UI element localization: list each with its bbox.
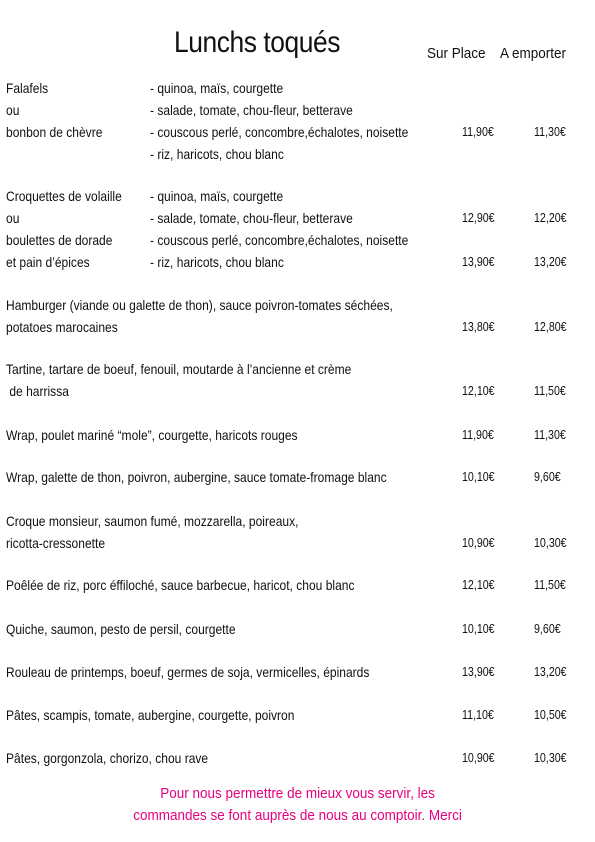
price-sur-place: 11,90€ <box>462 427 494 442</box>
side-option: - riz, haricots, chou blanc <box>150 254 284 270</box>
price-sur-place: 10,90€ <box>462 535 495 550</box>
item-description: Hamburger (viande ou galette de thon), sauce poivron-tomates séchées, <box>6 297 393 313</box>
side-option: - couscous perlé, concombre,échalotes, noisette <box>150 124 409 140</box>
item-description: Poêlée de riz, porc éffiloché, sauce barbecue, haricot, chou blanc <box>6 577 355 593</box>
side-option: - quinoa, maïs, courgette <box>150 188 284 204</box>
side-option: - salade, tomate, chou-fleur, betterave <box>150 210 353 226</box>
footer-line: Pour nous permettre de mieux vous servir, les <box>160 785 435 802</box>
price-emporter: 13,20€ <box>534 664 567 679</box>
item-description: potatoes marocaines <box>6 319 118 335</box>
price-sur-place: 10,10€ <box>462 621 495 636</box>
item-description: Wrap, poulet mariné “mole”, courgette, haricots rouges <box>6 427 298 443</box>
price-emporter: 10,30€ <box>534 535 567 550</box>
price-emporter: 9,60€ <box>534 469 561 484</box>
price-sur-place: 12,10€ <box>462 577 495 592</box>
item-description: Pâtes, gorgonzola, chorizo, chou rave <box>6 750 209 766</box>
price-emporter: 11,50€ <box>534 577 566 592</box>
item-description: ricotta-cressonette <box>6 535 106 551</box>
item-description: Croque monsieur, saumon fumé, mozzarella, poireaux, <box>6 513 299 529</box>
item-label: Falafels <box>6 80 49 96</box>
item-description: Pâtes, scampis, tomate, aubergine, courgette, poivron <box>6 707 295 723</box>
item-label: ou <box>6 102 20 118</box>
footer-line: commandes se font auprès de nous au comptoir. Merci <box>133 807 462 824</box>
item-label: ou <box>6 210 20 226</box>
price-sur-place: 12,90€ <box>462 210 495 225</box>
item-label: bonbon de chèvre <box>6 124 103 140</box>
header-a-emporter: A emporter <box>500 45 567 62</box>
side-option: - quinoa, maïs, courgette <box>150 80 284 96</box>
side-option: - salade, tomate, chou-fleur, betterave <box>150 102 353 118</box>
item-label: et pain d’épices <box>6 254 90 270</box>
item-description: de harrissa <box>6 383 69 399</box>
side-option: - couscous perlé, concombre,échalotes, noisette <box>150 232 409 248</box>
price-sur-place: 10,90€ <box>462 750 495 765</box>
price-sur-place: 13,90€ <box>462 664 495 679</box>
price-emporter: 10,50€ <box>534 707 567 722</box>
item-description: Rouleau de printemps, boeuf, germes de soja, vermicelles, épinards <box>6 664 370 680</box>
item-description: Wrap, galette de thon, poivron, aubergine, sauce tomate-fromage blanc <box>6 469 387 485</box>
item-label: Croquettes de volaille <box>6 188 122 204</box>
price-sur-place: 10,10€ <box>462 469 495 484</box>
price-emporter: 13,20€ <box>534 254 567 269</box>
price-sur-place: 12,10€ <box>462 383 495 398</box>
price-emporter: 11,50€ <box>534 383 566 398</box>
price-emporter: 10,30€ <box>534 750 567 765</box>
price-emporter: 11,30€ <box>534 124 566 139</box>
price-emporter: 12,80€ <box>534 319 567 334</box>
price-sur-place: 11,10€ <box>462 707 494 722</box>
price-sur-place: 13,90€ <box>462 254 495 269</box>
item-description: Tartine, tartare de boeuf, fenouil, moutarde à l’ancienne et crème <box>6 361 352 377</box>
menu-title: Lunchs toqués <box>174 26 341 59</box>
price-sur-place: 13,80€ <box>462 319 495 334</box>
price-sur-place: 11,90€ <box>462 124 494 139</box>
footer-note <box>0 783 595 827</box>
item-label: boulettes de dorade <box>6 232 113 248</box>
header-sur-place: Sur Place <box>427 45 486 62</box>
price-emporter: 9,60€ <box>534 621 561 636</box>
price-emporter: 12,20€ <box>534 210 567 225</box>
price-emporter: 11,30€ <box>534 427 566 442</box>
item-description: Quiche, saumon, pesto de persil, courgette <box>6 621 236 637</box>
side-option: - riz, haricots, chou blanc <box>150 146 284 162</box>
